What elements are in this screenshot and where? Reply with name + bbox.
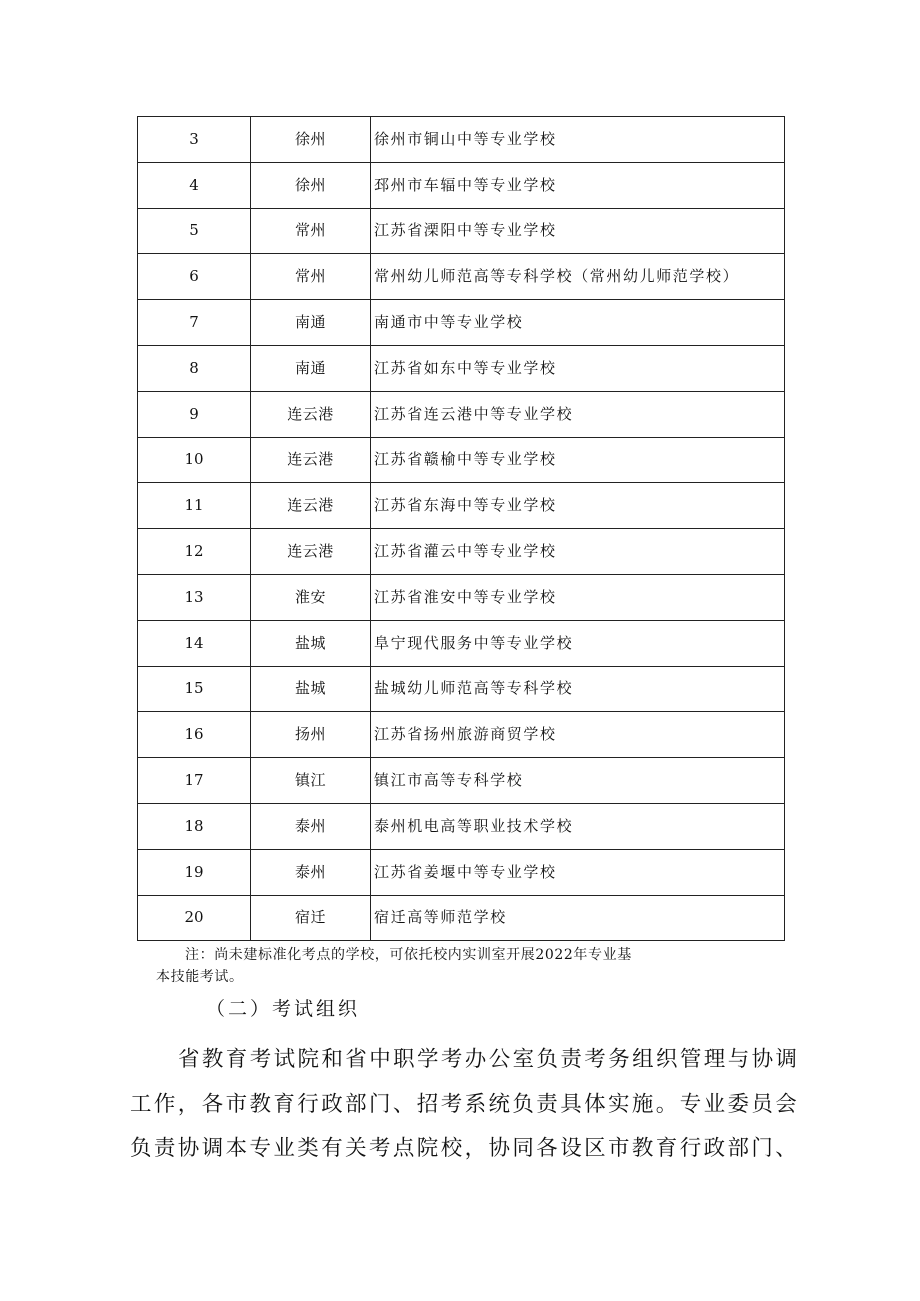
school-name-cell: 镇江市高等专科学校 — [371, 758, 785, 804]
exam-site-table — [137, 116, 785, 941]
row-number-cell: 17 — [138, 758, 251, 804]
city-cell: 宿迁 — [251, 895, 371, 941]
table-row — [138, 162, 785, 208]
table-row — [138, 254, 785, 300]
row-number-cell: 7 — [138, 300, 251, 346]
city-cell: 盐城 — [251, 620, 371, 666]
table-row — [138, 666, 785, 712]
city-cell: 常州 — [251, 254, 371, 300]
table-row — [138, 803, 785, 849]
table-row — [138, 712, 785, 758]
school-name-cell: 邳州市车辐中等专业学校 — [371, 162, 785, 208]
row-number-cell: 20 — [138, 895, 251, 941]
school-name-cell: 泰州机电高等职业技术学校 — [371, 803, 785, 849]
school-name-cell: 江苏省连云港中等专业学校 — [371, 391, 785, 437]
paragraph-line-2: 工作，各市教育行政部门、招考系统负责具体实施。专业委员会 — [130, 1091, 800, 1117]
row-number-cell: 13 — [138, 574, 251, 620]
city-cell: 连云港 — [251, 529, 371, 575]
table-row — [138, 437, 785, 483]
table-row — [138, 620, 785, 666]
city-cell: 连云港 — [251, 391, 371, 437]
row-number-cell: 14 — [138, 620, 251, 666]
city-cell: 泰州 — [251, 849, 371, 895]
table-row — [138, 895, 785, 941]
school-name-cell: 盐城幼儿师范高等专科学校 — [371, 666, 785, 712]
city-cell: 徐州 — [251, 117, 371, 163]
school-name-cell: 阜宁现代服务中等专业学校 — [371, 620, 785, 666]
table-row — [138, 758, 785, 804]
school-name-cell: 江苏省淮安中等专业学校 — [371, 574, 785, 620]
school-name-cell: 江苏省溧阳中等专业学校 — [371, 208, 785, 254]
school-name-cell: 宿迁高等师范学校 — [371, 895, 785, 941]
city-cell: 徐州 — [251, 162, 371, 208]
table-row — [138, 208, 785, 254]
city-cell: 盐城 — [251, 666, 371, 712]
school-name-cell: 江苏省赣榆中等专业学校 — [371, 437, 785, 483]
body-paragraph — [130, 1038, 800, 1172]
row-number-cell: 5 — [138, 208, 251, 254]
row-number-cell: 18 — [138, 803, 251, 849]
note-line-1: 注：尚未建标准化考点的学校，可依托校内实训室开展2022年专业基 — [185, 947, 632, 963]
row-number-cell: 16 — [138, 712, 251, 758]
note-line-2: 本技能考试。 — [156, 969, 244, 985]
table-row — [138, 300, 785, 346]
table-row — [138, 391, 785, 437]
section-heading: （二）考试组织 — [206, 998, 361, 1020]
table-row — [138, 483, 785, 529]
city-cell: 泰州 — [251, 803, 371, 849]
row-number-cell: 6 — [138, 254, 251, 300]
table-row — [138, 574, 785, 620]
row-number-cell: 11 — [138, 483, 251, 529]
city-cell: 连云港 — [251, 437, 371, 483]
table-row — [138, 849, 785, 895]
row-number-cell: 12 — [138, 529, 251, 575]
row-number-cell: 10 — [138, 437, 251, 483]
row-number-cell: 15 — [138, 666, 251, 712]
row-number-cell: 19 — [138, 849, 251, 895]
table-row — [138, 117, 785, 163]
row-number-cell: 8 — [138, 345, 251, 391]
school-name-cell: 江苏省灌云中等专业学校 — [371, 529, 785, 575]
city-cell: 常州 — [251, 208, 371, 254]
school-name-cell: 江苏省如东中等专业学校 — [371, 345, 785, 391]
school-name-cell: 南通市中等专业学校 — [371, 300, 785, 346]
school-name-cell: 徐州市铜山中等专业学校 — [371, 117, 785, 163]
school-name-cell: 江苏省姜堰中等专业学校 — [371, 849, 785, 895]
city-cell: 连云港 — [251, 483, 371, 529]
city-cell: 南通 — [251, 345, 371, 391]
row-number-cell: 9 — [138, 391, 251, 437]
table-note — [137, 944, 777, 988]
city-cell: 南通 — [251, 300, 371, 346]
school-name-cell: 江苏省扬州旅游商贸学校 — [371, 712, 785, 758]
paragraph-line-3: 负责协调本专业类有关考点院校，协同各设区市教育行政部门、 — [130, 1136, 800, 1161]
school-name-cell: 江苏省东海中等专业学校 — [371, 483, 785, 529]
row-number-cell: 4 — [138, 162, 251, 208]
school-name-cell: 常州幼儿师范高等专科学校（常州幼儿师范学校） — [371, 254, 785, 300]
table-body — [138, 117, 785, 941]
table-row — [138, 345, 785, 391]
city-cell: 扬州 — [251, 712, 371, 758]
row-number-cell: 3 — [138, 117, 251, 163]
paragraph-line-1: 省教育考试院和省中职学考办公室负责考务组织管理与协调 — [178, 1047, 800, 1072]
table-row — [138, 529, 785, 575]
city-cell: 镇江 — [251, 758, 371, 804]
city-cell: 淮安 — [251, 574, 371, 620]
